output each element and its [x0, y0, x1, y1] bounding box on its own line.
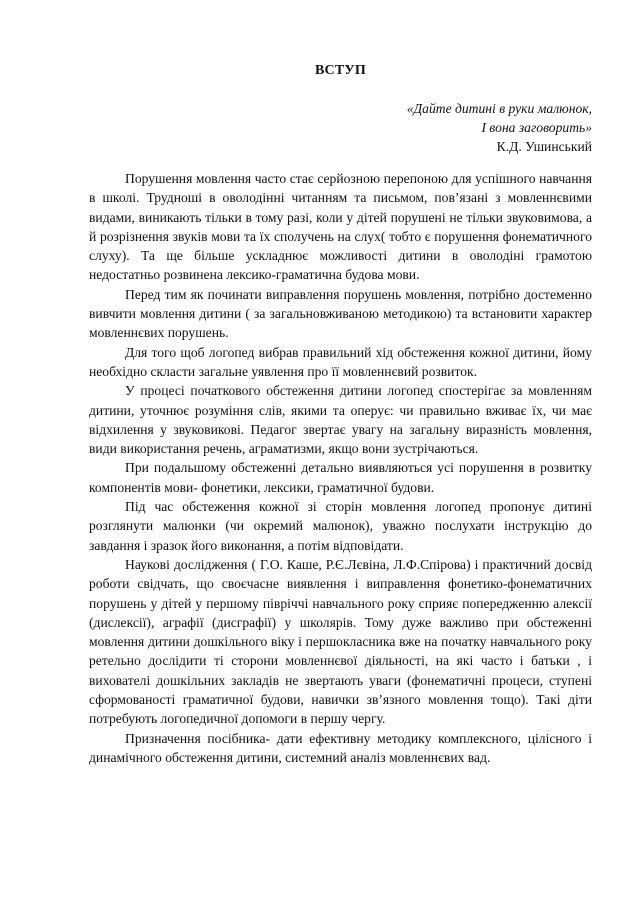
epigraph-line-1: «Дайте дитині в руки малюнок,: [406, 101, 592, 116]
paragraph: При подальшому обстеженні детально виявляються усі порушення в розвитку компонентів мови- фонетики, лексики, граматичної будови.: [89, 460, 592, 495]
paragraph: Перед тим як починати виправлення порушень мовлення, потрібно достеменно вивчити мовлення дитини ( за загальновживаною методикою) та встановити характер мовленнєвих порушень.: [89, 286, 592, 341]
paragraph: Призначення посібника- дати ефективну методику комплексного, цілісного і динамічного обстеження дитини, системний аналіз мовленнєвих вад.: [89, 730, 592, 765]
epigraph-author: К.Д. Ушинський: [496, 139, 592, 154]
epigraph: [89, 99, 592, 156]
paragraph: Порушення мовлення часто стає серйозною перепоною для успішного навчання в школі. Трудноші в оволодінні читанням та письмом, пов’язані з мовленнєвими видами, виникають тільки в тому разі, коли у дітей порушені не тільки звуковимова, а й розрізнення звуків мови та їх сполучень на слух( тобто є порушення фонематичного слуху). Та ще більше ускладнює можливості дитини в оволодіні грамотою недостатньо розвинена лексико-граматична будова мови.: [89, 171, 592, 283]
page-title: ВСТУП: [315, 63, 366, 78]
paragraph: Наукові дослідження ( Г.О. Каше, Р.Є.Лєвіна, Л.Ф.Спірова) і практичний досвід роботи свідчать, що своєчасне виявлення і виправлення фонетико-фонематичних порушень у дітей у першому півріччі навчального року сприяє попередженню алексії (дислексії), аграфії (дисграфії) у школярів. Тому дуже важливо при обстеженні мовлення дитини дошкільного віку і першокласника вже на початку навчального року ретельно дослідити ті сторони мовленнєвої діяльності, на які часто і батьки , і вихователі дошкільних закладів не звертають уваги (фонематичні процеси, ступені сформованості граматичної будови, навички зв’язного мовлення тощо). Такі діти потребують логопедичної допомоги в першу чергу.: [89, 556, 592, 727]
paragraph: У процесі початкового обстеження дитини логопед спостерігає за мовленням дитини, уточнює розуміння слів, якими та оперує: чи правильно вживає їх, чи має відхилення у звуковикові. Педагог звертає увагу на загальну виразність мовлення, види використання речень, аграматизми, якщо вони зустрічаються.: [89, 383, 592, 457]
paragraph: Для того щоб логопед вибрав правильний хід обстеження кожної дитини, йому необхідно скласти загальне уявлення про її мовленнєвий розвиток.: [89, 344, 592, 379]
body-text: [89, 169, 592, 767]
paragraph: Під час обстеження кожної зі сторін мовлення логопед пропонує дитині розглянути малюнки (чи окремий малюнок), уважно послухати інструкцію до завдання і зразок його виконання, а потім відповідати.: [89, 499, 592, 553]
epigraph-line-2: І вона заговорить»: [481, 120, 592, 135]
document-page: [89, 62, 592, 767]
